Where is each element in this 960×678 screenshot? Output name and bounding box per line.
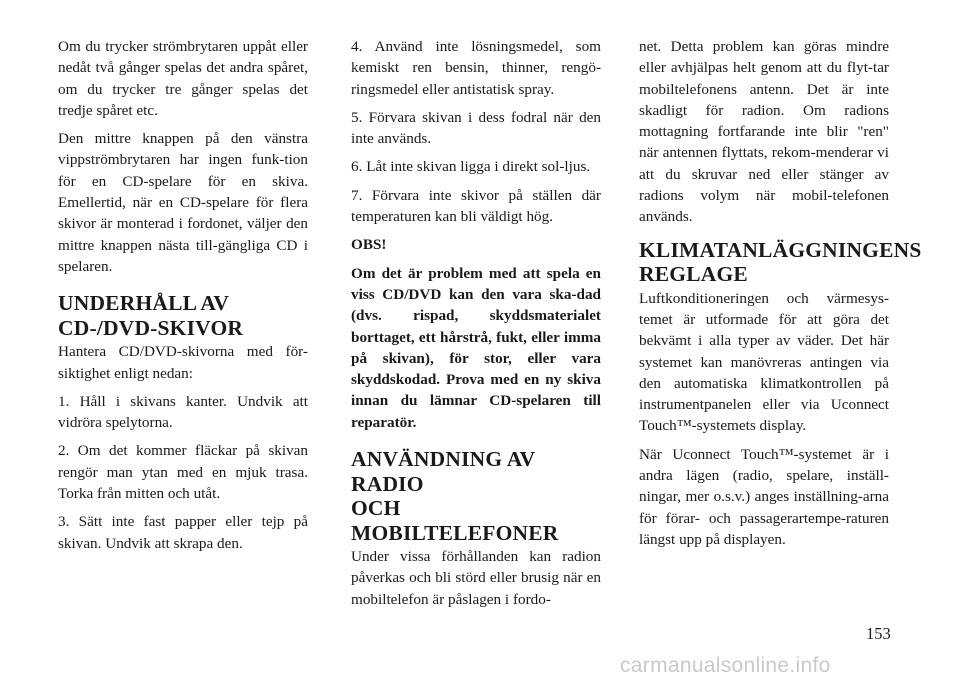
list-item-1: 1. Håll i skivans kanter. Undvik att vidröra spelytorna. bbox=[58, 392, 308, 432]
list-item-4: 4. Använd inte lösningsmedel, som kemiskt ren bensin, thinner, rengö-ringsmedel eller antistatisk spray. bbox=[351, 38, 601, 98]
heading-line-2: REGLAGE bbox=[639, 262, 748, 287]
list-item-3: 3. Sätt inte fast papper eller tejp på skivan. Undvik att skrapa den. bbox=[58, 513, 308, 552]
column-1 bbox=[58, 36, 308, 561]
note-label: OBS! bbox=[351, 236, 387, 254]
paragraph-climate-system: Luftkonditioneringen och värmesys-temet är utformade för att göra det bekvämt i alla typer av väder. Det här systemet kan manövreras antingen via den automatiska klimatkontrollen på instrumentpanelen eller via Uconnect Touch™-systemets display. bbox=[639, 289, 889, 435]
heading-line-1: ANVÄNDNING AV RADIO bbox=[351, 447, 535, 496]
heading-line-2: CD-/DVD-SKIVOR bbox=[58, 315, 244, 340]
column-2 bbox=[351, 36, 601, 617]
heading-disc-maintenance bbox=[58, 291, 308, 340]
paragraph-radio-interference: Under vissa förhållanden kan radion påverkas och bli störd eller brusig när en mobiltelefon är påslagen i fordo- bbox=[351, 548, 601, 608]
list-item-2: 2. Om det kommer fläckar på skivan rengör man ytan med en mjuk trasa. Torka från mitten och utåt. bbox=[58, 442, 308, 503]
paragraph-switch-tracks: Om du trycker strömbrytaren uppåt eller nedåt två gånger spelas det andra spåret, om du trycker tre gånger spelas det tredje spåret etc. bbox=[58, 38, 308, 119]
heading-line-1: UNDERHÅLL AV bbox=[58, 291, 230, 316]
column-3 bbox=[639, 36, 922, 557]
list-item-7: 7. Förvara inte skivor på ställen där temperaturen kan bli väldigt hög. bbox=[351, 186, 601, 226]
page-number: 153 bbox=[866, 624, 891, 643]
list-item-6: 6. Låt inte skivan ligga i direkt sol-ljus. bbox=[351, 158, 591, 176]
heading-climate-controls bbox=[639, 237, 922, 287]
paragraph-handle-intro: Hantera CD/DVD-skivorna med för-siktighet enligt nedan: bbox=[58, 343, 308, 382]
paragraph-middle-button: Den mittre knappen på den vänstra vippströmbrytaren har ingen funk-tion för en CD-spelare för en skiva. Emellertid, när en CD-spelare för flera skivor är monterad i fordonet, väljer den mittre knappen nästa till-gängliga CD i spelaren. bbox=[58, 130, 308, 275]
paragraph-uconnect: När Uconnect Touch™-systemet är i andra lägen (radio, spelare, inställ-ningar, mer o.s.v.) anges inställning-arna för förar- och passagerartempe-raturen längst upp på displayen. bbox=[639, 445, 889, 548]
paragraph-antenna: net. Detta problem kan göras mindre eller avhjälpas helt genom att du flyt-tar mobiltelefonens antenn. Det är inte skadligt för radion. Om radions mottagning fortfarande inte blir "ren" när antennen flyttats, rekom-menderar vi att du skruvar ned eller stänger av radions volym när mobil-telefonen används. bbox=[639, 38, 889, 226]
watermark: carmanualsonline.info bbox=[620, 654, 831, 677]
heading-line-1: KLIMATANLÄGGNINGENS bbox=[639, 237, 922, 262]
list-item-5: 5. Förvara skivan i dess fodral när den inte används. bbox=[351, 108, 601, 148]
heading-radio-mobile bbox=[351, 447, 601, 545]
heading-line-2: OCH MOBILTELEFONER bbox=[351, 496, 559, 545]
note-text: Om det är problem med att spela en viss CD/DVD kan den vara ska-dad (dvs. rispad, skyddsmaterialet borttaget, ett hårstrå, fukt, eller imma på skivan), för stor, eller vara skyddskodad. Prova med en ny skiva innan du lämnar CD-spelaren till reparatör. bbox=[351, 264, 601, 431]
